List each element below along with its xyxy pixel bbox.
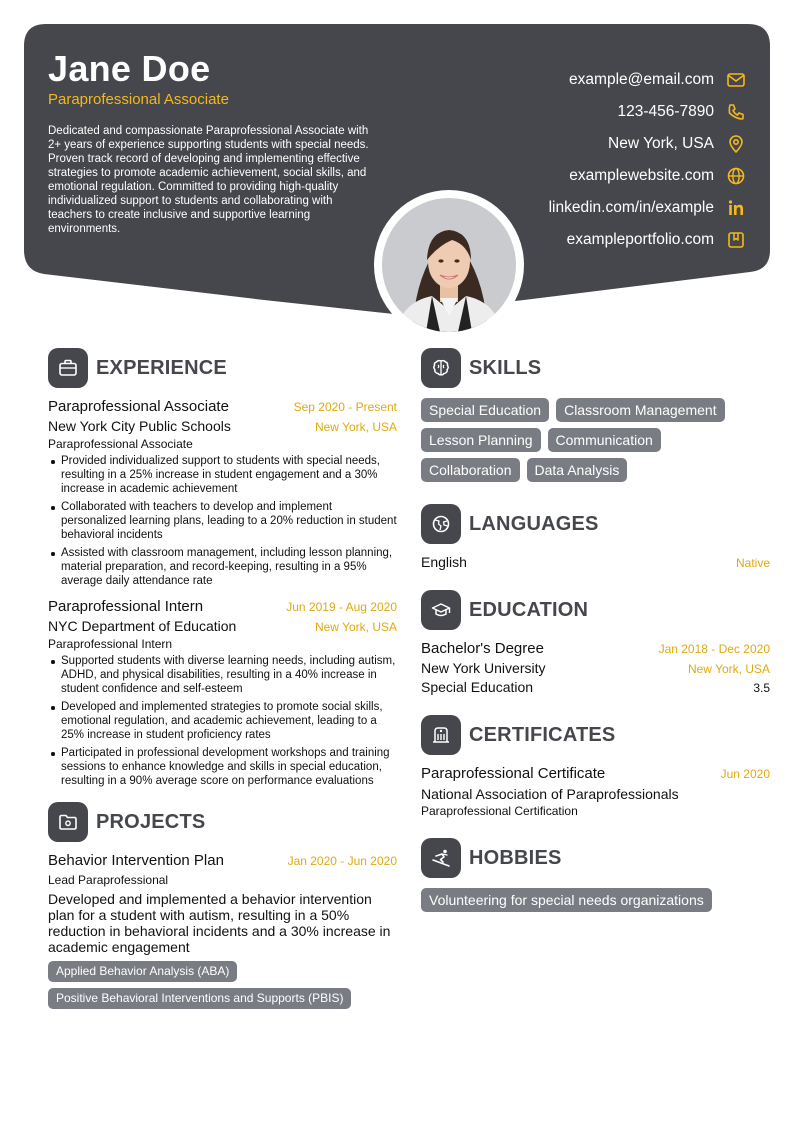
contact-email[interactable] [549,64,746,96]
projects-title: PROJECTS [96,810,206,833]
contact-website-text[interactable]: examplewebsite.com [569,167,714,184]
portfolio-icon [726,230,746,250]
education-degree: Bachelor's Degree [421,640,544,657]
certificates-section [421,715,770,818]
experience-item [48,598,397,788]
bullet-item: Participated in professional development workshops and training sessions to enhance knowledge and skills in special education, resulting in a 90% average score on performance evaluations [48,746,397,788]
project-item [48,852,397,1015]
profile-photo [374,190,524,340]
skill-chip: Lesson Planning [421,428,541,452]
education-date: Jan 2018 - Dec 2020 [658,642,770,656]
education-field: Special Education [421,679,534,695]
experience-company: NYC Department of Education [48,618,237,634]
skills-list [421,398,770,488]
certificate-subtitle: Paraprofessional Certification [421,804,578,818]
education-title: EDUCATION [469,598,589,621]
projects-section [48,802,397,1015]
skiing-icon [421,838,461,878]
mail-icon [726,70,746,90]
project-date: Jan 2020 - Jun 2020 [287,854,397,868]
skill-chip: Communication [548,428,661,452]
project-role: Lead Paraprofessional [48,873,169,887]
languages-section [421,504,770,570]
project-description: Developed and implemented a behavior intervention plan for a student with autism, resulting in a 50% reduction in behavioral incidents and a 30% increase in academic engagement [48,891,391,955]
contact-linkedin-text[interactable]: linkedin.com/in/example [548,199,714,216]
profile-photo-image [382,198,516,332]
linkedin-icon [726,198,746,218]
contact-phone[interactable] [549,96,746,128]
graduation-cap-icon [421,590,461,630]
certificate-date: Jun 2020 [720,767,770,781]
hobby-chip: Volunteering for special needs organizations [421,888,712,912]
experience-date: Jun 2019 - Aug 2020 [286,600,397,614]
left-column [48,348,397,1015]
skills-title: SKILLS [469,356,542,379]
contact-location-text: New York, USA [608,135,714,152]
skill-chip: Data Analysis [527,458,628,482]
right-column [421,348,770,918]
certificate-item [421,765,770,818]
experience-header [48,348,397,388]
experience-item [48,398,397,588]
education-gpa: 3.5 [753,681,770,695]
bullet-item: Supported students with diverse learning needs, including autism, ADHD, and physical disabilities, resulting in a 40% increase in student confidence and self-esteem [48,654,397,696]
contact-website[interactable] [549,160,746,192]
education-school: New York University [421,660,546,676]
hobbies-title: HOBBIES [469,846,562,869]
bullet-item: Developed and implemented strategies to promote social skills, emotional regulation, and academic achievement, leading to a 25% increase in student proficiency rates [48,700,397,742]
projects-header [48,802,397,842]
certificate-issuer: National Association of Paraprofessionals [421,786,679,802]
hobbies-list [421,888,770,918]
skills-section [421,348,770,488]
education-header [421,590,770,630]
project-tag: Positive Behavioral Interventions and Supports (PBIS) [48,988,351,1009]
location-pin-icon [726,134,746,154]
bullet-item: Collaborated with teachers to develop and implement personalized learning plans, leading to a 20% reduction in student behavioral incidents [48,500,397,542]
experience-title: EXPERIENCE [96,356,227,379]
candidate-role: Paraprofessional Associate [48,91,229,108]
contact-location [549,128,746,160]
education-item [421,640,770,695]
bullet-item: Provided individualized support to students with special needs, resulting in a 25% increase in student engagement and a 30% increase in academic achievement [48,454,397,496]
contact-list [549,64,746,256]
phone-icon [726,102,746,122]
globe-icon [726,166,746,186]
project-tag: Applied Behavior Analysis (ABA) [48,961,237,982]
experience-date: Sep 2020 - Present [293,400,397,414]
candidate-name: Jane Doe [48,48,211,89]
skill-chip: Special Education [421,398,549,422]
education-location: New York, USA [687,662,770,676]
language-name: English [421,554,467,570]
language-item [421,554,770,570]
certificate-title: Paraprofessional Certificate [421,765,606,782]
certificates-header [421,715,770,755]
languages-header [421,504,770,544]
briefcase-icon [48,348,88,388]
skills-header [421,348,770,388]
project-tags [48,961,397,1015]
experience-job-title: Paraprofessional Intern [48,598,204,615]
profile-summary: Dedicated and compassionate Paraprofessional Associate with 2+ years of experience supporting students with special needs. Proven track record of developing and implementing effective strategies to promote academic achievement, social skills, and emotional regulation. Committed to providing high-quality individualized support to students and collaborating with teachers to create inclusive and supportive learning environments. [48,125,369,235]
contact-portfolio-text[interactable]: exampleportfolio.com [566,231,714,248]
education-section [421,590,770,695]
language-level: Native [735,556,770,570]
contact-phone-text[interactable]: 123-456-7890 [617,103,714,120]
institution-icon [421,715,461,755]
project-title: Behavior Intervention Plan [48,852,224,869]
experience-job-title: Paraprofessional Associate [48,398,229,415]
hobbies-section [421,838,770,918]
skill-chip: Collaboration [421,458,520,482]
brain-icon [421,348,461,388]
contact-linkedin[interactable] [549,192,746,224]
folder-icon [48,802,88,842]
experience-bullets [48,454,397,588]
experience-location: New York, USA [314,420,397,434]
language-globe-icon [421,504,461,544]
experience-section [48,348,397,788]
experience-subtitle: Paraprofessional Intern [48,637,173,651]
experience-company: New York City Public Schools [48,418,231,434]
experience-location: New York, USA [314,620,397,634]
resume-header [24,24,770,314]
contact-email-text[interactable]: example@email.com [569,71,714,88]
skill-chip: Classroom Management [556,398,725,422]
certificates-title: CERTIFICATES [469,723,616,746]
experience-subtitle: Paraprofessional Associate [48,437,193,451]
bullet-item: Assisted with classroom management, including lesson planning, material preparation, and record-keeping, resulting in a 95% average daily attendance rate [48,546,397,588]
experience-bullets [48,654,397,788]
hobbies-header [421,838,770,878]
contact-portfolio[interactable] [549,224,746,256]
languages-title: LANGUAGES [469,512,599,535]
